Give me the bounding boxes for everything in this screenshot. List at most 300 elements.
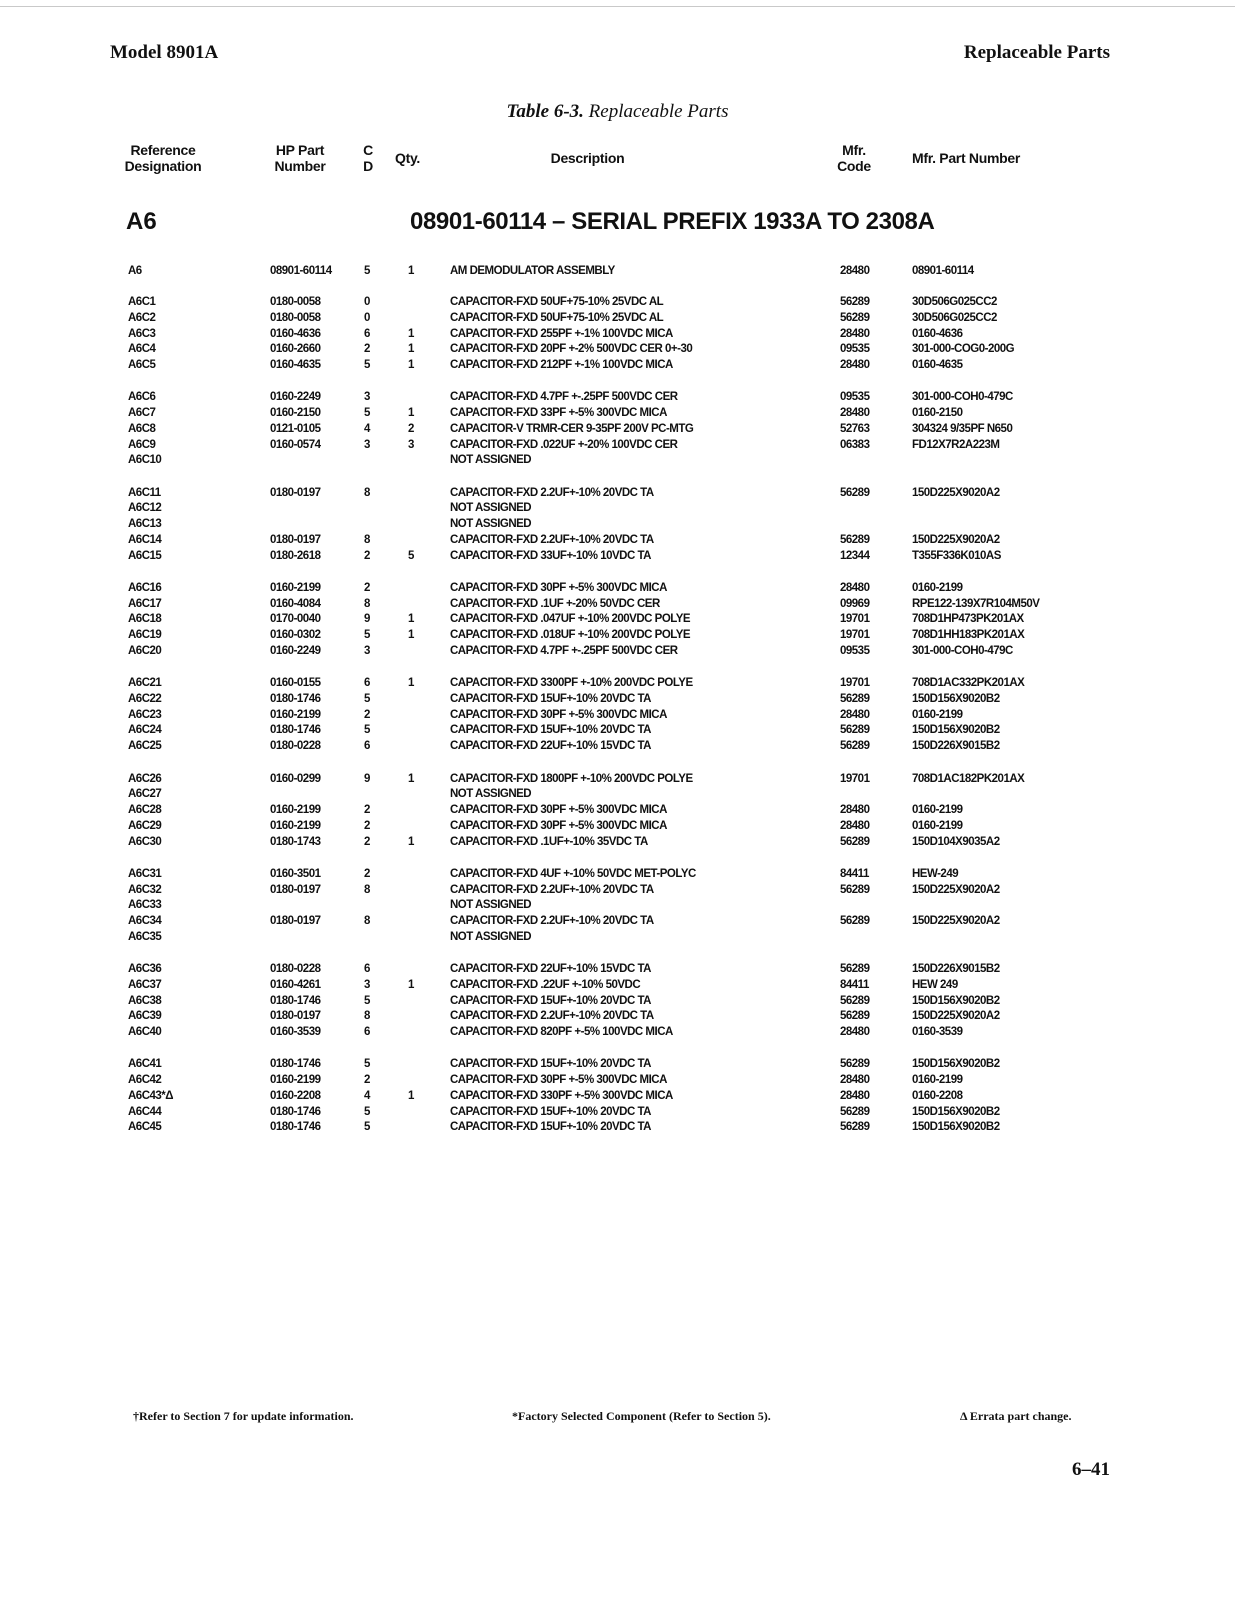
- cd-cell: 2: [364, 1074, 370, 1087]
- description-cell: CAPACITOR-FXD 4.7PF +-.25PF 500VDC CER: [450, 391, 678, 404]
- ref-cell: A6C45: [128, 1121, 162, 1134]
- qty-cell: 1: [408, 978, 414, 991]
- mfr-code-cell: 28480: [840, 1089, 870, 1102]
- ref-cell: A6C29: [128, 819, 162, 832]
- table-row: [0, 1024, 1235, 1040]
- cd-cell: 5: [364, 724, 370, 737]
- mfr-part-cell: 150D104X9035A2: [912, 835, 1000, 848]
- cd-cell: 3: [364, 978, 370, 991]
- cd-cell: 8: [364, 486, 370, 499]
- mfr-part-cell: 30D506G025CC2: [912, 296, 997, 308]
- ref-cell: A6C7: [128, 407, 156, 420]
- ref-cell: A6C41: [128, 1058, 162, 1071]
- ref-cell: A6C40: [128, 1026, 162, 1039]
- mfr-part-cell: 301-000-COH0-479C: [912, 391, 1013, 404]
- mfr-code-cell: 52763: [840, 422, 870, 435]
- mfr-part-cell: 301-000-COH0-479C: [912, 644, 1013, 657]
- col-header-mfr-part-number: Mfr. Part Number: [912, 150, 1020, 166]
- col-header-mfr-code: Mfr. Code: [837, 142, 871, 174]
- mfr-part-cell: 150D226X9015B2: [912, 740, 1000, 753]
- table-row: [0, 802, 1235, 818]
- qty-cell: 1: [408, 677, 414, 690]
- cd-cell: 3: [364, 438, 370, 451]
- mfr-part-cell: T355F336K010AS: [912, 549, 1001, 562]
- cd-cell: 5: [364, 692, 370, 705]
- mfr-part-cell: 0160-4636: [912, 327, 963, 340]
- qty-cell: 1: [408, 265, 414, 277]
- ref-cell: A6C25: [128, 740, 162, 753]
- ref-cell: A6C16: [128, 581, 162, 594]
- hp-part-cell: 0160-0574: [270, 438, 321, 451]
- ref-cell: A6C2: [128, 311, 156, 324]
- mfr-code-cell: 56289: [840, 1010, 870, 1023]
- description-cell: CAPACITOR-FXD 3300PF +-10% 200VDC POLYE: [450, 677, 693, 690]
- description-cell: CAPACITOR-FXD 820PF +-5% 100VDC MICA: [450, 1026, 673, 1039]
- mfr-code-cell: 28480: [840, 359, 870, 371]
- mfr-code-cell: 56289: [840, 883, 870, 896]
- description-cell: CAPACITOR-FXD 2.2UF+-10% 20VDC TA: [450, 533, 654, 546]
- hp-part-cell: 0160-2199: [270, 581, 321, 594]
- description-cell: CAPACITOR-FXD 22UF+-10% 15VDC TA: [450, 740, 651, 753]
- table-row: [0, 993, 1235, 1009]
- hp-part-cell: 08901-60114: [270, 265, 332, 277]
- description-cell: CAPACITOR-FXD 15UF+-10% 20VDC TA: [450, 692, 651, 705]
- mfr-part-cell: 150D156X9020B2: [912, 724, 1000, 737]
- mfr-code-cell: 28480: [840, 327, 870, 340]
- mfr-code-cell: 19701: [840, 629, 870, 642]
- ref-cell: A6C11: [128, 486, 161, 499]
- mfr-part-cell: 0160-2199: [912, 819, 963, 832]
- mfr-code-cell: 56289: [840, 963, 870, 976]
- footnote-factory-selected: *Factory Selected Component (Refer to Section 5).: [512, 1409, 771, 1423]
- description-cell: NOT ASSIGNED: [450, 502, 532, 515]
- table-row: [0, 516, 1235, 532]
- ref-cell: A6C38: [128, 994, 162, 1007]
- cd-cell: 4: [364, 422, 370, 435]
- qty-cell: 1: [408, 343, 414, 356]
- hp-part-cell: 0160-4636: [270, 327, 321, 340]
- table-row: [0, 929, 1235, 945]
- ref-cell: A6C6: [128, 391, 156, 404]
- section-id: A6: [126, 208, 157, 235]
- table-row: [0, 263, 1235, 279]
- mfr-code-cell: 12344: [840, 549, 870, 562]
- description-cell: NOT ASSIGNED: [450, 930, 532, 943]
- table-row: [0, 452, 1235, 468]
- ref-cell: A6C27: [128, 788, 162, 801]
- cd-cell: 9: [364, 772, 370, 785]
- cd-cell: 5: [364, 359, 370, 371]
- table-row: [0, 596, 1235, 612]
- ref-cell: A6C24: [128, 724, 162, 737]
- table-row: [0, 627, 1235, 643]
- description-cell: CAPACITOR-FXD 4UF +-10% 50VDC MET-POLYC: [450, 867, 696, 880]
- mfr-part-cell: 301-000-COG0-200G: [912, 343, 1015, 356]
- ref-cell: A6C21: [128, 677, 162, 690]
- ref-cell: A6C8: [128, 422, 156, 435]
- hp-part-cell: 0180-1743: [270, 835, 321, 848]
- hp-part-cell: 0180-1746: [270, 692, 321, 705]
- top-rule: [0, 6, 1235, 7]
- footnote-errata: Δ Errata part change.: [960, 1409, 1072, 1423]
- mfr-part-cell: 0160-3539: [912, 1026, 963, 1039]
- table-row: [0, 738, 1235, 754]
- ref-cell: A6C17: [128, 597, 162, 610]
- mfr-code-cell: 84411: [840, 978, 869, 991]
- description-cell: CAPACITOR-FXD 50UF+75-10% 25VDC AL: [450, 296, 664, 308]
- hp-part-cell: 0160-2199: [270, 819, 321, 832]
- mfr-code-cell: 56289: [840, 724, 870, 737]
- mfr-code-cell: 28480: [840, 1074, 870, 1087]
- ref-cell: A6C14: [128, 533, 162, 546]
- description-cell: CAPACITOR-FXD 212PF +-1% 100VDC MICA: [450, 359, 673, 371]
- qty-cell: 1: [408, 835, 414, 848]
- mfr-part-cell: 0160-2150: [912, 407, 963, 420]
- mfr-part-cell: 150D225X9020A2: [912, 533, 1000, 546]
- cd-cell: 9: [364, 613, 370, 626]
- description-cell: CAPACITOR-FXD 30PF +-5% 300VDC MICA: [450, 581, 667, 594]
- hp-part-cell: 0160-4635: [270, 359, 321, 371]
- description-cell: CAPACITOR-FXD .022UF +-20% 100VDC CER: [450, 438, 678, 451]
- description-cell: CAPACITOR-FXD 2.2UF+-10% 20VDC TA: [450, 883, 654, 896]
- table-row: [0, 1056, 1235, 1072]
- mfr-part-cell: 0160-2199: [912, 581, 963, 594]
- mfr-code-cell: 56289: [840, 740, 870, 753]
- mfr-part-cell: 0160-2199: [912, 708, 963, 721]
- ref-cell: A6C34: [128, 915, 162, 928]
- description-cell: CAPACITOR-FXD 50UF+75-10% 25VDC AL: [450, 311, 664, 324]
- description-cell: NOT ASSIGNED: [450, 518, 532, 531]
- cd-cell: 4: [364, 1089, 370, 1102]
- cd-cell: 6: [364, 963, 370, 976]
- cd-cell: 5: [364, 994, 370, 1007]
- qty-cell: 1: [408, 772, 414, 785]
- description-cell: CAPACITOR-FXD 255PF +-1% 100VDC MICA: [450, 327, 673, 340]
- section-header: Replaceable Parts: [963, 42, 1110, 63]
- ref-cell: A6C5: [128, 359, 156, 371]
- hp-part-cell: 0160-4084: [270, 597, 321, 610]
- mfr-part-cell: 708D1AC332PK201AX: [912, 677, 1025, 690]
- mfr-part-cell: 150D225X9020A2: [912, 1010, 1000, 1023]
- table-row: [0, 961, 1235, 977]
- description-cell: CAPACITOR-FXD 15UF+-10% 20VDC TA: [450, 1105, 651, 1118]
- mfr-part-cell: FD12X7R2A223M: [912, 438, 1000, 451]
- mfr-part-cell: RPE122-139X7R104M50V: [912, 597, 1040, 610]
- cd-cell: 5: [364, 407, 370, 420]
- mfr-code-cell: 28480: [840, 819, 870, 832]
- col-header-cd: C D: [363, 142, 373, 174]
- mfr-part-cell: 08901-60114: [912, 265, 974, 277]
- description-cell: CAPACITOR-FXD .018UF +-10% 200VDC POLYE: [450, 629, 691, 642]
- cd-cell: 2: [364, 835, 370, 848]
- ref-cell: A6C23: [128, 708, 162, 721]
- cd-cell: 5: [364, 1058, 370, 1071]
- description-cell: CAPACITOR-FXD .1UF +-20% 50VDC CER: [450, 597, 660, 610]
- ref-cell: A6C39: [128, 1010, 162, 1023]
- table-row: [0, 389, 1235, 405]
- hp-part-cell: 0180-1746: [270, 994, 321, 1007]
- table-row: [0, 675, 1235, 691]
- mfr-code-cell: 56289: [840, 486, 870, 499]
- hp-part-cell: 0180-0197: [270, 1010, 321, 1023]
- cd-cell: 2: [364, 549, 370, 562]
- cd-cell: 2: [364, 708, 370, 721]
- ref-cell: A6C9: [128, 438, 156, 451]
- mfr-code-cell: 56289: [840, 1058, 870, 1071]
- description-cell: CAPACITOR-FXD 2.2UF+-10% 20VDC TA: [450, 1010, 654, 1023]
- cd-cell: 2: [364, 343, 370, 356]
- ref-cell: A6C43*Δ: [128, 1089, 174, 1102]
- mfr-part-cell: 150D156X9020B2: [912, 994, 1000, 1007]
- mfr-code-cell: 09535: [840, 343, 870, 356]
- mfr-part-cell: 150D156X9020B2: [912, 1121, 1000, 1134]
- hp-part-cell: 0180-1746: [270, 1105, 321, 1118]
- qty-cell: 2: [408, 422, 414, 435]
- table-row: [0, 611, 1235, 627]
- table-row: [0, 771, 1235, 787]
- qty-cell: 5: [408, 549, 414, 562]
- mfr-part-cell: 150D156X9020B2: [912, 1058, 1000, 1071]
- cd-cell: 0: [364, 311, 370, 324]
- hp-part-cell: 0160-0302: [270, 629, 321, 642]
- table-row: [0, 707, 1235, 723]
- mfr-part-cell: HEW 249: [912, 978, 958, 991]
- table-row: [0, 818, 1235, 834]
- table-row: [0, 326, 1235, 342]
- hp-part-cell: 0180-0228: [270, 963, 321, 976]
- ref-cell: A6C4: [128, 343, 156, 356]
- mfr-part-cell: 304324 9/35PF N650: [912, 422, 1013, 435]
- description-cell: CAPACITOR-FXD 33PF +-5% 300VDC MICA: [450, 407, 667, 420]
- description-cell: CAPACITOR-FXD 1800PF +-10% 200VDC POLYE: [450, 772, 693, 785]
- hp-part-cell: 0160-2208: [270, 1089, 321, 1102]
- mfr-part-cell: 150D156X9020B2: [912, 692, 1000, 705]
- cd-cell: 5: [364, 1105, 370, 1118]
- hp-part-cell: 0180-0197: [270, 533, 321, 546]
- table-row: [0, 405, 1235, 421]
- description-cell: AM DEMODULATOR ASSEMBLY: [450, 265, 615, 277]
- description-cell: CAPACITOR-FXD 22UF+-10% 15VDC TA: [450, 963, 651, 976]
- hp-part-cell: 0180-0058: [270, 311, 321, 324]
- hp-part-cell: 0180-2618: [270, 549, 321, 562]
- table-row: [0, 485, 1235, 501]
- cd-cell: 2: [364, 804, 370, 816]
- description-cell: CAPACITOR-FXD 15UF+-10% 20VDC TA: [450, 994, 651, 1007]
- cd-cell: 8: [364, 533, 370, 546]
- table-row: [0, 913, 1235, 929]
- hp-part-cell: 0160-0299: [270, 772, 321, 785]
- table-title-text: Replaceable Parts: [588, 101, 729, 122]
- ref-cell: A6C32: [128, 883, 162, 896]
- table-row: [0, 722, 1235, 738]
- hp-part-cell: 0160-2199: [270, 804, 321, 816]
- mfr-code-cell: 28480: [840, 708, 870, 721]
- description-cell: CAPACITOR-FXD .22UF +-10% 50VDC: [450, 978, 641, 991]
- mfr-code-cell: 56289: [840, 1105, 870, 1118]
- table-row: [0, 834, 1235, 850]
- table-row: [0, 341, 1235, 357]
- cd-cell: 6: [364, 677, 370, 690]
- mfr-code-cell: 56289: [840, 533, 870, 546]
- mfr-part-cell: 708D1HP473PK201AX: [912, 613, 1024, 626]
- hp-part-cell: 0180-1746: [270, 1121, 321, 1134]
- table-row: [0, 897, 1235, 913]
- hp-part-cell: 0160-3501: [270, 867, 321, 880]
- ref-cell: A6C44: [128, 1105, 162, 1118]
- table-row: [0, 691, 1235, 707]
- hp-part-cell: 0160-0155: [270, 677, 321, 690]
- description-cell: CAPACITOR-FXD 330PF +-5% 300VDC MICA: [450, 1089, 673, 1102]
- qty-cell: 3: [408, 438, 414, 451]
- mfr-code-cell: 28480: [840, 804, 870, 816]
- mfr-part-cell: 708D1AC182PK201AX: [912, 772, 1025, 785]
- cd-cell: 3: [364, 391, 370, 404]
- description-cell: CAPACITOR-FXD 30PF +-5% 300VDC MICA: [450, 804, 667, 816]
- hp-part-cell: 0160-2150: [270, 407, 321, 420]
- hp-part-cell: 0180-0058: [270, 296, 321, 308]
- ref-cell: A6C3: [128, 327, 156, 340]
- mfr-code-cell: 56289: [840, 296, 870, 308]
- mfr-part-cell: 708D1HH183PK201AX: [912, 629, 1025, 642]
- description-cell: NOT ASSIGNED: [450, 454, 532, 467]
- ref-cell: A6C36: [128, 963, 162, 976]
- mfr-part-cell: 30D506G025CC2: [912, 311, 997, 324]
- mfr-part-cell: 0160-2199: [912, 1074, 963, 1087]
- qty-cell: 1: [408, 359, 414, 371]
- qty-cell: 1: [408, 629, 414, 642]
- mfr-code-cell: 19701: [840, 772, 870, 785]
- ref-cell: A6C13: [128, 518, 162, 531]
- col-header-hp-part: HP Part Number: [274, 142, 326, 174]
- description-cell: NOT ASSIGNED: [450, 899, 532, 912]
- mfr-code-cell: 56289: [840, 994, 870, 1007]
- table-row: [0, 786, 1235, 802]
- ref-cell: A6C35: [128, 930, 162, 943]
- description-cell: CAPACITOR-FXD 4.7PF +-.25PF 500VDC CER: [450, 644, 678, 657]
- mfr-code-cell: 56289: [840, 311, 870, 324]
- mfr-part-cell: 0160-4635: [912, 359, 963, 371]
- cd-cell: 0: [364, 296, 370, 308]
- cd-cell: 2: [364, 581, 370, 594]
- mfr-code-cell: 56289: [840, 692, 870, 705]
- hp-part-cell: 0160-2199: [270, 1074, 321, 1087]
- description-cell: CAPACITOR-FXD 15UF+-10% 20VDC TA: [450, 1058, 651, 1071]
- footnote-update: †Refer to Section 7 for update information.: [133, 1409, 354, 1423]
- hp-part-cell: 0180-1746: [270, 1058, 321, 1071]
- mfr-code-cell: 56289: [840, 835, 870, 848]
- mfr-part-cell: 0160-2199: [912, 804, 963, 816]
- description-cell: CAPACITOR-FXD 30PF +-5% 300VDC MICA: [450, 708, 667, 721]
- table-row: [0, 294, 1235, 310]
- mfr-code-cell: 28480: [840, 1026, 870, 1039]
- table-row: [0, 977, 1235, 993]
- description-cell: CAPACITOR-FXD 30PF +-5% 300VDC MICA: [450, 819, 667, 832]
- description-cell: CAPACITOR-FXD 30PF +-5% 300VDC MICA: [450, 1074, 667, 1087]
- mfr-code-cell: 19701: [840, 613, 870, 626]
- ref-cell: A6C18: [128, 613, 162, 626]
- cd-cell: 8: [364, 597, 370, 610]
- description-cell: CAPACITOR-FXD 2.2UF+-10% 20VDC TA: [450, 915, 654, 928]
- mfr-part-cell: HEW-249: [912, 867, 959, 880]
- ref-cell: A6C33: [128, 899, 162, 912]
- ref-cell: A6C42: [128, 1074, 162, 1087]
- table-row: [0, 1072, 1235, 1088]
- table-row: [0, 357, 1235, 373]
- mfr-part-cell: 150D225X9020A2: [912, 883, 1000, 896]
- qty-cell: 1: [408, 613, 414, 626]
- ref-cell: A6C1: [128, 296, 156, 308]
- table-row: [0, 310, 1235, 326]
- hp-part-cell: 0180-0197: [270, 486, 321, 499]
- hp-part-cell: 0160-2660: [270, 343, 321, 356]
- hp-part-cell: 0180-0228: [270, 740, 321, 753]
- mfr-code-cell: 06383: [840, 438, 870, 451]
- description-cell: CAPACITOR-FXD 15UF+-10% 20VDC TA: [450, 1121, 651, 1134]
- qty-cell: 1: [408, 407, 414, 420]
- description-cell: CAPACITOR-FXD .047UF +-10% 200VDC POLYE: [450, 613, 691, 626]
- hp-part-cell: 0160-3539: [270, 1026, 321, 1039]
- cd-cell: 8: [364, 1010, 370, 1023]
- table-row: [0, 1088, 1235, 1104]
- ref-cell: A6C30: [128, 835, 162, 848]
- cd-cell: 6: [364, 1026, 370, 1039]
- ref-cell: A6C15: [128, 549, 162, 562]
- ref-cell: A6C12: [128, 502, 162, 515]
- ref-cell: A6C19: [128, 629, 162, 642]
- cd-cell: 6: [364, 327, 370, 340]
- ref-cell: A6C20: [128, 644, 162, 657]
- table-row: [0, 1119, 1235, 1135]
- hp-part-cell: 0160-2199: [270, 708, 321, 721]
- cd-cell: 8: [364, 883, 370, 896]
- mfr-code-cell: 84411: [840, 867, 869, 880]
- section-title: 08901-60114 – SERIAL PREFIX 1933A TO 2308A: [410, 208, 935, 235]
- page-number: 6–41: [1072, 1459, 1110, 1480]
- mfr-code-cell: 09535: [840, 391, 870, 404]
- description-cell: CAPACITOR-V TRMR-CER 9-35PF 200V PC-MTG: [450, 422, 694, 435]
- description-cell: CAPACITOR-FXD .1UF+-10% 35VDC TA: [450, 835, 648, 848]
- description-cell: NOT ASSIGNED: [450, 788, 532, 801]
- ref-cell: A6C37: [128, 978, 162, 991]
- mfr-code-cell: 56289: [840, 915, 870, 928]
- table-row: [0, 437, 1235, 453]
- hp-part-cell: 0180-1746: [270, 724, 321, 737]
- mfr-code-cell: 09535: [840, 644, 870, 657]
- description-cell: CAPACITOR-FXD 2.2UF+-10% 20VDC TA: [450, 486, 654, 499]
- table-row: [0, 421, 1235, 437]
- cd-cell: 2: [364, 819, 370, 832]
- col-header-description: Description: [550, 150, 625, 166]
- mfr-code-cell: 28480: [840, 407, 870, 420]
- table-row: [0, 1104, 1235, 1120]
- cd-cell: 5: [364, 629, 370, 642]
- cd-cell: 5: [364, 1121, 370, 1134]
- table-row: [0, 882, 1235, 898]
- col-header-reference: Reference Designation: [124, 142, 202, 174]
- ref-cell: A6C31: [128, 867, 162, 880]
- mfr-part-cell: 150D225X9020A2: [912, 486, 1000, 499]
- hp-part-cell: 0121-0105: [270, 422, 321, 435]
- mfr-code-cell: 19701: [840, 677, 870, 690]
- mfr-part-cell: 150D226X9015B2: [912, 963, 1000, 976]
- mfr-part-cell: 0160-2208: [912, 1089, 963, 1102]
- ref-cell: A6C28: [128, 804, 162, 816]
- description-cell: CAPACITOR-FXD 20PF +-2% 500VDC CER 0+-30: [450, 343, 693, 356]
- hp-part-cell: 0160-2249: [270, 391, 321, 404]
- description-cell: CAPACITOR-FXD 33UF+-10% 10VDC TA: [450, 549, 651, 562]
- ref-cell: A6C22: [128, 692, 162, 705]
- ref-cell: A6C26: [128, 772, 162, 785]
